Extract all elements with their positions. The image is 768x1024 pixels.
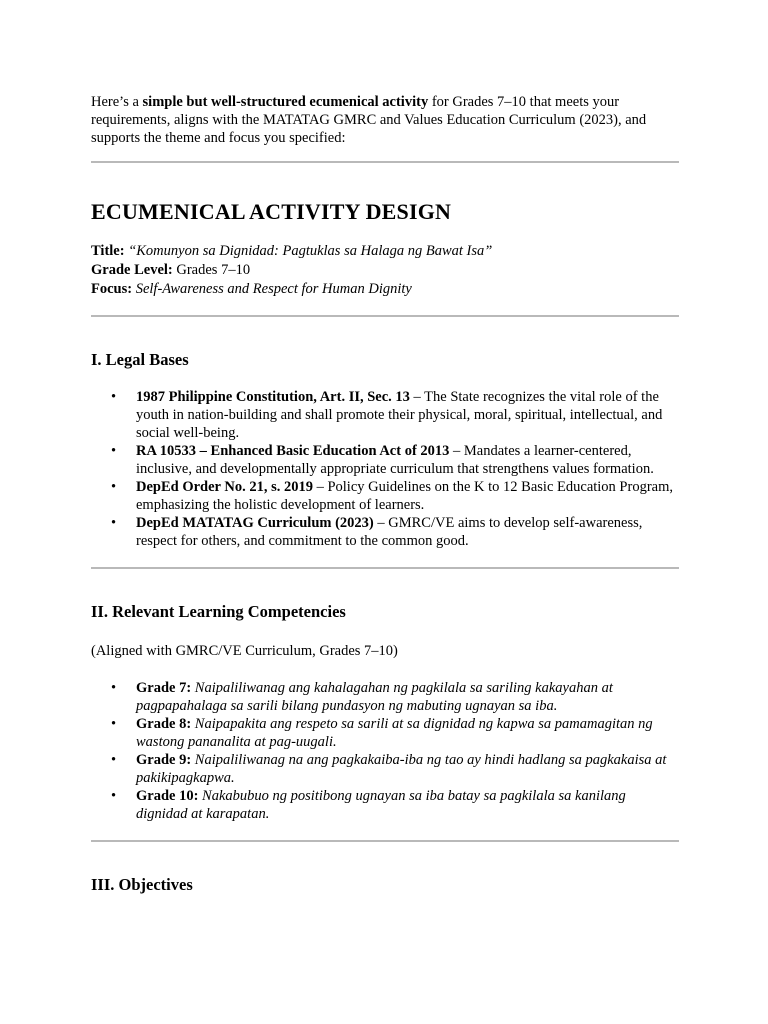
list-item bbox=[91, 388, 679, 442]
list-item-bold: Grade 8: bbox=[136, 716, 192, 732]
divider bbox=[91, 315, 679, 317]
meta-grade-label: Grade Level: bbox=[91, 262, 173, 278]
document-content bbox=[91, 93, 679, 895]
competencies-note: (Aligned with GMRC/VE Curriculum, Grades 7–10) bbox=[91, 643, 398, 659]
list-item-bold: RA 10533 – Enhanced Basic Education Act of 2013 bbox=[136, 443, 450, 459]
list-item bbox=[91, 751, 679, 787]
list-item-bold: Grade 9: bbox=[136, 752, 192, 768]
list-item bbox=[91, 787, 679, 823]
section-heading-objectives: III. Objectives bbox=[91, 875, 193, 894]
list-item-bold: DepEd MATATAG Curriculum (2023) bbox=[136, 515, 374, 531]
list-item bbox=[91, 478, 679, 514]
list-item bbox=[91, 442, 679, 478]
meta-focus-line bbox=[91, 280, 679, 299]
legal-bases-list bbox=[91, 388, 679, 550]
meta-title-label: Title: bbox=[91, 243, 125, 259]
list-item-bold: Grade 7: bbox=[136, 680, 192, 696]
list-item-text: – The State recognizes the vital role of the youth in nation-building and shall promote their physical, moral, spiritual, intellectual, and social well-being. bbox=[136, 389, 663, 441]
competencies-list bbox=[91, 679, 679, 823]
meta-title-value: “Komunyon sa Dignidad: Pagtuklas sa Halaga ng Bawat Isa” bbox=[128, 243, 493, 259]
intro-prefix: Here’s a bbox=[91, 94, 143, 110]
list-item-text: – Mandates a learner-centered, inclusive, and developmentally appropriate curriculum that strengthens values formation. bbox=[136, 443, 654, 477]
meta-focus-label: Focus: bbox=[91, 281, 133, 297]
divider bbox=[91, 840, 679, 842]
list-item-text: Nakabubuo ng positibong ugnayan sa iba batay sa pagkilala sa kanilang dignidad at karapatan. bbox=[136, 788, 626, 822]
section-heading-legal-bases: I. Legal Bases bbox=[91, 350, 189, 369]
list-item-bold: DepEd Order No. 21, s. 2019 bbox=[136, 479, 313, 495]
list-item-text: Naipapakita ang respeto sa sarili at sa dignidad ng kapwa sa pamamagitan ng wastong pananalita at pag-uugali. bbox=[136, 716, 653, 750]
intro-suffix: for Grades 7–10 that meets your requirements, aligns with the MATATAG GMRC and Values Education Curriculum (2023), and supports the theme and focus you specified: bbox=[91, 94, 647, 146]
list-item bbox=[91, 514, 679, 550]
activity-meta bbox=[91, 242, 679, 299]
list-item-text: – Policy Guidelines on the K to 12 Basic Education Program, emphasizing the holistic development of learners. bbox=[136, 479, 673, 513]
meta-grade-line bbox=[91, 261, 679, 280]
list-item-bold: Grade 10: bbox=[136, 788, 199, 804]
list-item-text: Naipaliliwanag ang kahalagahan ng pagkilala sa sariling kakayahan at pagpapahalaga sa sarili bilang pundasyon ng mabuting ugnayan sa iba. bbox=[136, 680, 613, 714]
divider bbox=[91, 161, 679, 163]
list-item bbox=[91, 715, 679, 751]
divider bbox=[91, 567, 679, 569]
section-heading-competencies: II. Relevant Learning Competencies bbox=[91, 602, 346, 621]
list-item-text: Naipaliliwanag na ang pagkakaiba-iba ng tao ay hindi hadlang sa pagkakaisa at pakikipagkapwa. bbox=[136, 752, 667, 786]
list-item bbox=[91, 679, 679, 715]
list-item-text: – GMRC/VE aims to develop self-awareness, respect for others, and commitment to the common good. bbox=[136, 515, 643, 549]
meta-grade-value: Grades 7–10 bbox=[176, 262, 251, 278]
intro-paragraph bbox=[91, 93, 679, 147]
intro-bold: simple but well-structured ecumenical activity bbox=[142, 94, 429, 110]
list-item-bold: 1987 Philippine Constitution, Art. II, Sec. 13 bbox=[136, 389, 410, 405]
page-title: ECUMENICAL ACTIVITY DESIGN bbox=[91, 199, 452, 224]
meta-title-line bbox=[91, 242, 679, 261]
meta-focus-value: Self-Awareness and Respect for Human Dignity bbox=[135, 281, 412, 297]
